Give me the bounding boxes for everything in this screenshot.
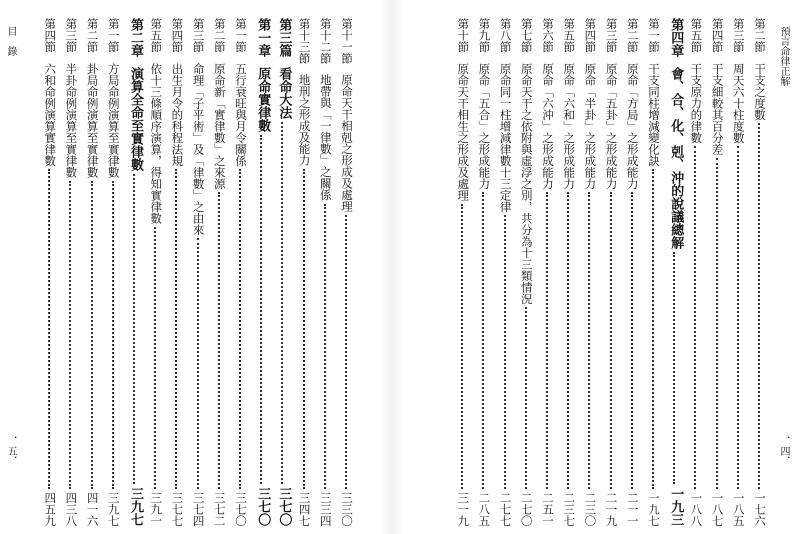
toc-entry-label: 第六節	[541, 18, 555, 53]
toc-entry-title: 看命大法	[276, 67, 292, 119]
toc-entry-page: 一八七	[710, 491, 725, 526]
toc-entry-page: 二三〇	[583, 491, 598, 526]
toc-entry-title: 原命天干相生之形成及處理	[456, 62, 471, 201]
toc-entry	[475, 18, 491, 526]
toc-entry-page: 三九七	[106, 491, 121, 526]
toc-entry	[581, 18, 597, 526]
toc-entry	[603, 18, 619, 526]
dot-leader	[317, 201, 333, 492]
dot-leader	[475, 189, 491, 492]
toc-entry	[539, 18, 555, 526]
toc-entry-label: 第三篇	[276, 18, 292, 57]
toc-entry	[41, 18, 57, 526]
toc-entry-label: 第四節	[43, 18, 58, 53]
toc-entry	[709, 18, 725, 526]
toc-entry	[497, 18, 513, 526]
toc-entry-title: 原命實律數	[255, 67, 271, 132]
toc-entry-label: 第二節	[625, 18, 640, 53]
toc-entry-title: 會、合、化、剋、沖的說議總解	[668, 67, 684, 249]
toc-entry-label: 第四節	[170, 18, 185, 53]
toc-entry-title: 原命「六和」之形成能力	[562, 62, 577, 189]
toc-entry	[232, 18, 248, 526]
toc-entry-page: 四五九	[43, 491, 58, 526]
toc-entry-page: 三九七	[128, 487, 143, 526]
toc-entry-title: 原命「五合」之形成能力	[477, 62, 492, 189]
toc-entry-page: 三七二	[212, 491, 227, 526]
left-page	[0, 0, 380, 534]
toc-entry-page: 二七七	[498, 491, 513, 526]
dot-leader	[190, 235, 206, 492]
toc-entry-page: 一八五	[731, 491, 746, 526]
toc-entry-label: 第十三節	[297, 18, 312, 64]
dot-leader	[62, 178, 78, 492]
toc-entry-label: 第五節	[149, 18, 164, 53]
toc-entry-title: 干支細較其百分差	[710, 62, 725, 155]
toc-entry	[454, 18, 470, 526]
toc-entry-label: 第四章	[668, 18, 684, 57]
dot-leader	[147, 224, 163, 492]
toc-entry-page: 二五一	[541, 491, 555, 526]
toc-heading	[274, 18, 290, 526]
toc-entry-page: 二八五	[477, 491, 492, 526]
toc-entry-page: 二七〇	[519, 491, 534, 526]
toc-entry-title: 地刑之形成及能力	[297, 74, 312, 166]
toc-entry-title: 干支同柱增減變化訣	[647, 62, 661, 166]
toc-entry-title: 六和命例演算實律數	[43, 62, 58, 166]
dot-leader	[454, 201, 470, 492]
toc-entry-page: 三三四	[318, 491, 333, 526]
dot-leader	[211, 189, 227, 492]
toc-entry	[147, 18, 163, 526]
dot-leader	[518, 304, 534, 492]
toc-entry-page: 二一一	[625, 491, 640, 526]
toc-entry	[190, 18, 206, 526]
dot-leader	[666, 249, 682, 487]
toc-entry-page: 一九七	[647, 491, 661, 526]
dot-leader	[709, 155, 725, 492]
toc-entry-label: 第四節	[583, 18, 598, 53]
toc-entry-page: 二三七	[562, 491, 577, 526]
toc-entry-page: 三七七	[170, 491, 185, 526]
toc-entry-label: 第一節	[234, 18, 248, 53]
book-gutter	[380, 0, 405, 534]
dot-leader	[253, 132, 269, 487]
toc-entry-label: 第二節	[753, 18, 767, 53]
dot-leader	[84, 178, 100, 492]
toc-entry-title: 出生月令的科程法規	[170, 62, 185, 166]
toc-entry-label: 第十一節	[340, 18, 354, 64]
toc-entry	[168, 18, 184, 526]
toc-entry-page: 三七〇	[234, 491, 248, 526]
toc-heading	[666, 18, 682, 526]
toc-entry	[730, 18, 746, 526]
dot-leader	[687, 143, 703, 492]
running-head-right: 預言命律正解	[778, 26, 789, 86]
toc-heading	[126, 18, 142, 526]
dot-leader	[751, 120, 767, 492]
toc-entry-page: 四一六	[85, 491, 100, 526]
dot-leader	[41, 166, 57, 492]
toc-entry-title: 原命「六沖」之形成能力	[541, 62, 555, 189]
toc-entry-label: 第二節	[85, 18, 100, 53]
toc-entry-label: 第九節	[477, 18, 492, 53]
toc-entry	[62, 18, 78, 526]
toc-entry-title: 干支原力的律數	[689, 62, 704, 143]
toc-entry-page: 三七四	[191, 491, 206, 526]
dot-leader	[168, 166, 184, 492]
dot-leader	[126, 171, 142, 487]
toc-entry-label: 第三節	[731, 18, 746, 53]
toc-entry	[317, 18, 333, 526]
toc-entry	[624, 18, 640, 526]
toc-entry	[518, 18, 534, 526]
toc-entry-page: 三七〇	[276, 487, 292, 526]
toc-entry-title: 五行衰旺與月令關係	[234, 62, 248, 166]
toc-entry-label: 第五節	[562, 18, 577, 53]
toc-entry-label: 第二章	[128, 18, 143, 57]
toc-entry	[296, 18, 312, 526]
toc-entry-title: 方局命例演算至實律數	[106, 62, 121, 178]
toc-entry	[84, 18, 100, 526]
toc-entry-page: 四三八	[64, 491, 79, 526]
toc-entry-title: 命理「子平術」及「律數」之由來	[191, 62, 206, 235]
toc-entry-label: 第四節	[710, 18, 725, 53]
right-page	[405, 0, 793, 534]
toc-entry-page: 二一九	[604, 491, 619, 526]
toc-entry-label: 第三節	[191, 18, 206, 53]
dot-leader	[581, 189, 597, 492]
toc-entry-label: 第三節	[64, 18, 79, 53]
toc-entry-title: 原命新「實律數」之來源	[212, 62, 227, 189]
toc-entry-label: 第一章	[255, 18, 271, 57]
toc-entry-page: 一七六	[753, 491, 767, 526]
toc-entry-page: 三四七	[297, 491, 312, 526]
dot-leader	[232, 166, 248, 492]
dot-leader	[338, 212, 354, 492]
toc-entry	[751, 18, 767, 526]
toc-entry-page: 三九一	[149, 491, 164, 526]
toc-entry-title: 演算全命至實律數	[128, 67, 143, 171]
toc-entry-title: 依十三條順序演算，得知實律數	[149, 62, 164, 224]
dot-leader	[274, 119, 290, 487]
toc-entry-page: 一八八	[689, 491, 704, 526]
dot-leader	[560, 189, 576, 492]
toc-entry-label: 第十二節	[318, 18, 333, 64]
dot-leader	[105, 178, 121, 492]
dot-leader	[539, 189, 555, 492]
toc-entry-title: 干支之度數	[753, 62, 767, 120]
toc-entry	[687, 18, 703, 526]
toc-entry	[560, 18, 576, 526]
dot-leader	[603, 189, 619, 492]
toc-entry-page: 三一九	[456, 491, 471, 526]
toc-entry-title: 原命同一柱增減律數十三定律	[498, 62, 513, 212]
toc-entry-title: 地帶與「一律數」之關係	[318, 74, 333, 201]
toc-entry	[105, 18, 121, 526]
toc-entry-title: 周天六十柱度數	[731, 62, 746, 143]
toc-entry-title: 原命天干相剋之形成及處理	[340, 74, 354, 212]
toc-entry-title: 原命「半卦」之形成能力	[583, 62, 598, 189]
toc-entry-page: 三七〇	[255, 487, 271, 526]
toc-entry-label: 第一節	[647, 18, 661, 53]
toc-entry-title: 原命天干之依附與虛浮之別，共分為十三類情況	[519, 62, 534, 304]
toc-entry-label: 第十節	[456, 18, 471, 53]
dot-leader	[296, 166, 312, 492]
dot-leader	[497, 212, 513, 492]
running-head-left: 目 錄	[5, 26, 16, 56]
toc-entry-label: 第七節	[519, 18, 534, 53]
page-number-right: ．四．	[778, 436, 789, 466]
page-number-left: ．五．	[5, 436, 16, 466]
toc-entry-title: 原命「五卦」之形成能力	[604, 62, 619, 189]
toc-entry-title: 原命「方局」之形成能力	[625, 62, 640, 189]
toc-entry	[338, 18, 354, 526]
dot-leader	[730, 143, 746, 492]
toc-entry-label: 第五節	[689, 18, 704, 53]
toc-entry-page: 三三〇	[340, 491, 354, 526]
toc-entry-label: 第三節	[604, 18, 619, 53]
toc-entry-label: 第一節	[106, 18, 121, 53]
toc-entry	[211, 18, 227, 526]
toc-entry-label: 第八節	[498, 18, 513, 53]
toc-heading	[253, 18, 269, 526]
dot-leader	[645, 166, 661, 492]
toc-entry-title: 半卦命例演算至實律數	[64, 62, 79, 178]
toc-entry-label: 第二節	[212, 18, 227, 53]
toc-entry-page: 一九三	[668, 487, 684, 526]
dot-leader	[624, 189, 640, 492]
toc-entry	[645, 18, 661, 526]
toc-entry-title: 卦局命例演算至實律數	[85, 62, 100, 178]
